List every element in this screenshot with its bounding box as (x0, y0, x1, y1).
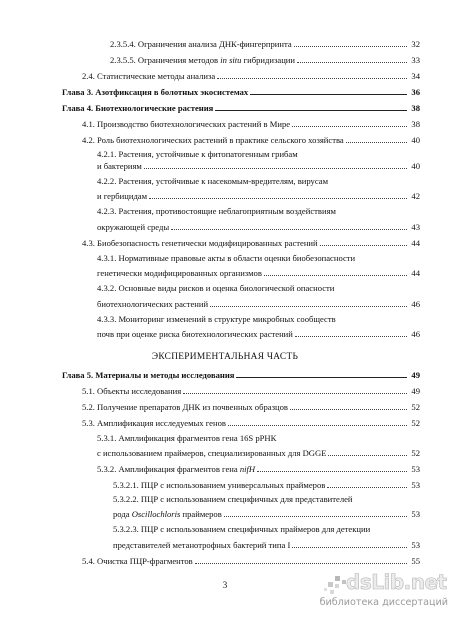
toc-leader (144, 168, 407, 169)
toc-entry-text: 2.3.5.5. Ограничения методов in situ гибридизации (110, 55, 296, 65)
toc-entry-text: Глава 4. Биотехнологические растения (62, 103, 214, 113)
toc-entry[interactable] (113, 539, 420, 550)
toc-leader (195, 563, 407, 564)
toc-leader (297, 62, 407, 63)
toc-entry-page: 43 (411, 222, 420, 232)
toc-entry[interactable] (110, 54, 420, 65)
toc-entry-page: 44 (411, 268, 420, 278)
toc-entry-page: 53 (411, 464, 420, 474)
toc-leader (294, 46, 407, 47)
toc-entry-page: 52 (411, 448, 420, 458)
toc-leader (346, 142, 407, 143)
toc-entry-text: генетически модифицированных организмов (97, 268, 262, 278)
toc-chapter[interactable] (62, 369, 420, 380)
toc-entry-text: Глава 5. Материалы и методы исследования (62, 370, 235, 380)
toc-entry-page: 40 (411, 135, 420, 145)
toc-leader (292, 547, 407, 548)
toc-leader (257, 471, 407, 472)
toc-entry[interactable] (97, 160, 420, 171)
toc-entry-text: 5.2. Получение препаратов ДНК из почвенных образцов (82, 402, 288, 412)
toc-entry[interactable] (82, 70, 420, 81)
toc-entry-text: 4.1. Производство биотехнологических растений в Мире (82, 119, 291, 129)
italic-term: nifH (239, 464, 256, 474)
toc-entry[interactable] (82, 401, 420, 412)
toc-leader (217, 78, 407, 79)
toc-leader (171, 229, 407, 230)
toc-entry-page: 40 (411, 161, 420, 171)
watermark-name: dsLib.net (346, 570, 447, 594)
toc-entry-text: представителей метанотрофных бактерий типа I (113, 540, 291, 550)
toc-entry-text: 4.2.1. Растения, устойчивые к фитопатогенным грибам (97, 149, 298, 159)
toc-entry-text: 4.3.2. Основные виды рисков и оценка биологической опасности (97, 283, 335, 293)
toc-chapter[interactable] (62, 102, 420, 113)
toc-entry[interactable] (82, 417, 420, 428)
toc-entry-text: 5.3.1. Амплификация фрагментов гена 16S рРНК (97, 433, 277, 443)
toc-entry-text: 5.3.2.3. ПЦР с использованием специфичных праймеров для детекции (113, 524, 371, 534)
toc-entry[interactable] (82, 118, 420, 129)
section-heading: ЭКСПЕРИМЕНТАЛЬНАЯ ЧАСТЬ (151, 352, 299, 362)
toc-entry-page: 36 (411, 87, 420, 97)
toc-leader (264, 275, 407, 276)
toc-entry[interactable] (97, 463, 420, 474)
italic-term: in situ (220, 55, 242, 65)
toc-entry[interactable] (82, 385, 420, 396)
toc-entry-text: 4.3.1. Нормативные правовые акты в области оценки биобезопасности (97, 253, 356, 263)
toc-entry-page: 33 (411, 55, 420, 65)
toc-entry-page: 52 (411, 418, 420, 428)
toc-entry[interactable] (82, 237, 420, 248)
toc-entry-page: 49 (411, 386, 420, 396)
toc-leader (228, 425, 407, 426)
toc-entry-text: рода Oscillochloris праймеров (113, 509, 222, 519)
toc-entry-text: 4.3. Биобезопасность генетически модифицированных растений (82, 238, 318, 248)
toc-entry[interactable] (113, 508, 420, 519)
toc-entry[interactable] (97, 221, 420, 232)
toc-entry-text: 5.3.2.2. ПЦР с использованием специфичных для представителей (113, 494, 353, 504)
toc-entry-text: Глава 3. Азотфиксация в болотных экосистемах (62, 87, 249, 97)
toc-entry-page: 42 (411, 191, 420, 201)
toc-entry-text: 4.2. Роль биотехнологических растений в практике сельского хозяйства (82, 135, 344, 145)
toc-entry-page: 34 (411, 71, 420, 81)
toc-entry-text: 5.1. Объекты исследования (82, 386, 182, 396)
watermark-subtitle: библиотека диссертаций (319, 597, 448, 608)
toc-leader (320, 245, 407, 246)
toc-entry-text: и бактериям (97, 161, 142, 171)
toc-entry-text: 5.3.2.1. ПЦР с использованием универсальных праймеров (113, 480, 326, 490)
toc-entry-page: 32 (411, 39, 420, 49)
toc-entry-page: 53 (411, 540, 420, 550)
toc-entry[interactable] (97, 328, 420, 339)
toc-entry-page: 46 (411, 299, 420, 309)
toc-entry-text: 4.2.3. Растения, противостоящие неблагоприятным воздействиям (97, 206, 336, 216)
toc-chapter[interactable] (62, 86, 420, 97)
toc-entry[interactable] (97, 190, 420, 201)
toc-leader (328, 455, 407, 456)
toc-leader (183, 393, 407, 394)
watermark (318, 570, 448, 614)
toc-entry-text: и гербицидам (97, 191, 148, 201)
toc-entry-page: 38 (411, 119, 420, 129)
toc-entry[interactable] (97, 447, 420, 458)
toc-leader (250, 94, 407, 95)
toc-leader (149, 198, 407, 199)
toc-leader (215, 110, 407, 111)
page-number: 3 (222, 580, 228, 590)
toc-entry-text: 5.3. Амплификация исследуемых генов (82, 418, 226, 428)
toc-entry[interactable] (110, 38, 420, 49)
toc-leader (210, 306, 407, 307)
toc-entry[interactable] (113, 479, 420, 490)
toc-entry-page: 38 (411, 103, 420, 113)
toc-entry-text: 5.3.2. Амплификация фрагментов гена nifH (97, 464, 256, 474)
toc-entry-text: с использованием праймеров, специализированных для DGGE (97, 448, 327, 458)
toc-entry-text: 5.4. Очистка ПЦР-фрагментов (82, 556, 193, 566)
toc-entry[interactable] (82, 134, 420, 145)
toc-entry-text: почв при оценке риска биотехнологических растений (97, 329, 293, 339)
toc-entry-page: 53 (411, 480, 420, 490)
toc-entry[interactable] (97, 298, 420, 309)
toc-leader (292, 126, 407, 127)
toc-leader (224, 516, 407, 517)
toc-entry-page: 49 (411, 370, 420, 380)
toc-entry[interactable] (97, 267, 420, 278)
toc-leader (236, 377, 407, 378)
toc-entry-page: 44 (411, 238, 420, 248)
toc-entry-text: окружающей среды (97, 222, 170, 232)
toc-entry-text: 4.3.3. Мониторинг изменений в структуре микробных сообществ (97, 314, 336, 324)
toc-entry[interactable] (82, 555, 420, 566)
toc-entry-text: биотехнологических растений (97, 299, 209, 309)
toc-entry-page: 55 (411, 556, 420, 566)
toc-entry-page: 53 (411, 509, 420, 519)
toc-entry-page: 52 (411, 402, 420, 412)
toc-leader (290, 409, 407, 410)
toc-entry-text: 2.3.5.4. Ограничения анализа ДНК-фингерпринта (110, 39, 292, 49)
toc-leader (327, 487, 407, 488)
italic-term: Oscillochloris (131, 509, 181, 519)
toc-entry-page: 46 (411, 329, 420, 339)
toc-entry-text: 4.2.2. Растения, устойчивые к насекомым-вредителям, вирусам (97, 176, 329, 186)
toc-leader (295, 336, 407, 337)
toc-entry-text: 2.4. Статистические методы анализа (82, 71, 216, 81)
